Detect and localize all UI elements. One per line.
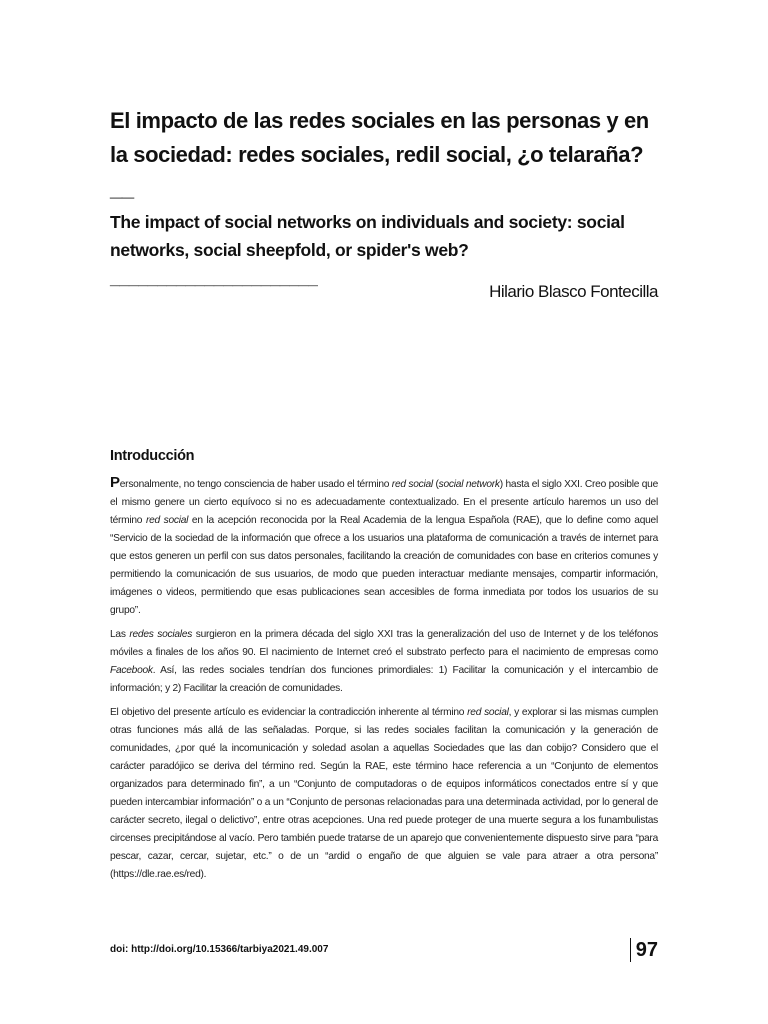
- author-name: Hilario Blasco Fontecilla: [489, 282, 658, 301]
- section-heading: Introducción: [110, 448, 195, 464]
- page-number: 97: [630, 938, 658, 962]
- paper-page: [110, 0, 658, 1024]
- run-italic: red social: [145, 515, 189, 526]
- drop-cap: P: [110, 474, 120, 491]
- run: surgieron en la primera década del siglo XXI tras la generalización del uso de Internet y de los teléfonos móviles a finales de los años 90. El nacimiento de Internet creó el substrato perfecto para el nacimiento de empresas como: [110, 629, 659, 658]
- run: (: [432, 479, 439, 490]
- article-title-spanish: El impacto de las redes sociales en las personas y en la sociedad: redes sociales, redil social, ¿o telaraña? __: [110, 108, 649, 201]
- paragraph-3: [110, 704, 658, 884]
- paragraph-1: [110, 474, 658, 620]
- run: en la acepción reconocida por la Real Academia de la lengua Española (RAE), que lo define como aquel “Servicio de la sociedad de la información que ofrece a los usuarios una plataforma de comunicación a través de internet para que estos generen un perfil con sus datos personales, facilitando la creación de comunidades con base en criterios comunes y permitiendo la comunicación de sus usuarios, de modo que pueden interactuar mediante mensajes, compartir información, imágenes o videos, permitiendo que esas publicaciones sean accesibles de forma inmediata por todos los usuarios de su grupo”.: [110, 515, 658, 616]
- paragraph-2: [110, 626, 658, 698]
- article-body: [110, 474, 658, 890]
- run-italic: social network: [438, 479, 500, 490]
- run: El objetivo del presente artículo es evidenciar la contradicción inherente al término: [110, 707, 468, 718]
- run: , y explorar si las mismas cumplen otras funciones más allá de las señaladas. Porque, si las redes sociales facilitan la comunicación y la generación de comunidades, ¿por qué la incomunicación y soledad asolan a aquellas Sociedades que las dan cobijo? Considero que el carácter paradójico se deriva del término red. Según la RAE, este término hace referencia a un “Conjunto de elementos organizados para determinado fin”, a un “Conjunto de computadoras o de equipos informáticos conectados entre sí y que pueden intercambiar información” o a un “Conjunto de personas relacionadas para una determinada actividad, por lo general de carácter secreto, ilegal o delictivo”, entre otras acepciones. Una red puede proteger de una muerte segura a los funambulistas circenses precipitándose al vacío. Pero también puede tratarse de un aparejo que convenientemente dispuesto sirve para “para pescar, cazar, cercar, sujetar, etc.” o de un “ardid o engaño de que alguien se vale para atraer a otra persona” (https://dle.rae.es/red).: [110, 707, 658, 880]
- page-footer: [110, 938, 658, 964]
- run: ersonalmente, no tengo consciencia de haber usado el término: [119, 479, 392, 490]
- article-title-english: The impact of social networks on individuals and society: social networks, social sheepfold, or spider's web? ______________________: [110, 212, 625, 288]
- doi-link[interactable]: doi: http://doi.org/10.15366/tarbiya2021.49.007: [110, 944, 329, 955]
- run-italic: redes sociales: [129, 629, 193, 640]
- run-italic: Facebook: [110, 665, 153, 676]
- run-italic: red social: [467, 707, 509, 718]
- run: Las: [110, 629, 130, 640]
- run-italic: red social: [391, 479, 433, 490]
- run: . Así, las redes sociales tendrían dos funciones primordiales: 1) Facilitar la comunicación y el intercambio de información; y 2) Facilitar la creación de comunidades.: [110, 665, 658, 694]
- run: ) hasta el siglo XXI. Creo posible que el mismo genere un cierto equívoco si no es adecuadamente contextualizado. En el presente artículo haremos un uso del término: [110, 479, 658, 526]
